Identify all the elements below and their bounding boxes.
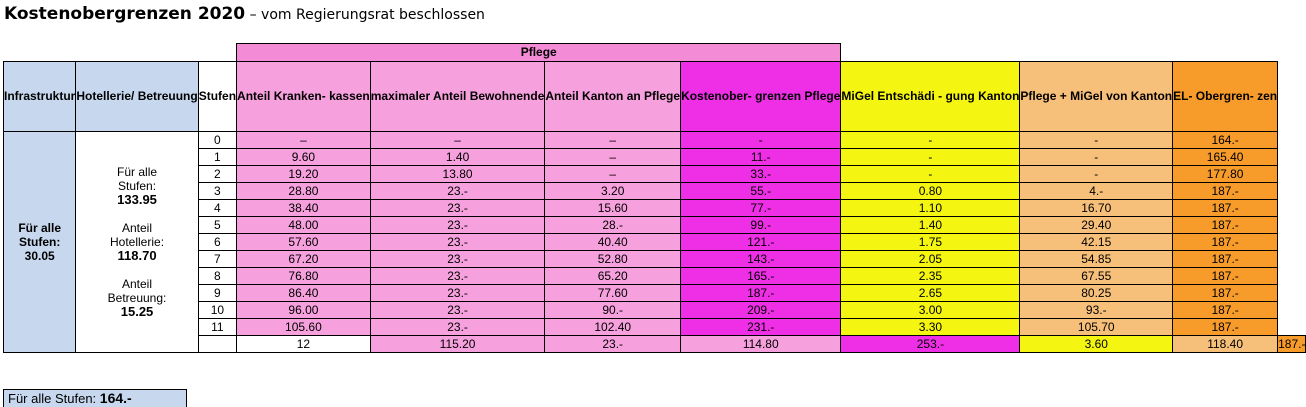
header-hotellerie: Hotellerie/ Betreuung bbox=[76, 62, 198, 132]
infrastruktur-cell bbox=[4, 132, 76, 353]
anteil-kk-cell: 115.20 bbox=[370, 336, 545, 353]
anteil-kanton-cell: 3.20 bbox=[545, 183, 681, 200]
pflege-group-header: Pflege bbox=[237, 44, 841, 62]
table-row bbox=[4, 183, 1306, 200]
header-kostenobergrenzen: Kostenober- grenzen Pflege bbox=[681, 62, 841, 132]
header-max-anteil: maximaler Anteil Bewohnende bbox=[370, 62, 545, 132]
table-row bbox=[4, 251, 1306, 268]
header-pflege-migel: Pflege + MiGel von Kanton bbox=[1020, 62, 1173, 132]
el-obergrenze-cell: 165.40 bbox=[1173, 149, 1278, 166]
migel-cell: - bbox=[841, 166, 1020, 183]
table-row bbox=[4, 234, 1306, 251]
stufe-cell: 0 bbox=[198, 132, 236, 149]
kostenobergrenze-cell: 253.- bbox=[841, 336, 1020, 353]
kostenobergrenze-cell: - bbox=[681, 132, 841, 149]
hot-hotellerie-label: Hotellerie: bbox=[110, 235, 165, 249]
hot-fuer-alle: Für alle bbox=[117, 165, 158, 179]
max-anteil-cell: 23.- bbox=[370, 268, 545, 285]
migel-cell: 2.35 bbox=[841, 268, 1020, 285]
el-obergrenze-cell: 187.- bbox=[1173, 251, 1278, 268]
pflege-migel-cell: 54.85 bbox=[1020, 251, 1173, 268]
column-header-row bbox=[4, 62, 1306, 132]
header-stufen: Stufen bbox=[198, 62, 236, 132]
infra-line1: Für alle bbox=[18, 221, 62, 235]
migel-cell: 3.00 bbox=[841, 302, 1020, 319]
kostenobergrenze-cell: 77.- bbox=[681, 200, 841, 217]
anteil-kanton-cell: 15.60 bbox=[545, 200, 681, 217]
anteil-kk-cell: 96.00 bbox=[237, 302, 371, 319]
hotellerie-filler bbox=[198, 336, 236, 353]
hot-betreuung-value: 15.25 bbox=[120, 304, 154, 319]
migel-cell: 3.30 bbox=[841, 319, 1020, 336]
table-row bbox=[4, 336, 1306, 353]
anteil-kanton-cell: 28.- bbox=[545, 217, 681, 234]
kostenobergrenze-cell: 231.- bbox=[681, 319, 841, 336]
migel-cell: 2.65 bbox=[841, 285, 1020, 302]
anteil-kanton-cell: 90.- bbox=[545, 302, 681, 319]
table-row bbox=[4, 268, 1306, 285]
anteil-kk-cell: 9.60 bbox=[237, 149, 371, 166]
hot-stufen: Stufen: bbox=[118, 179, 157, 193]
el-obergrenze-cell: 177.80 bbox=[1173, 166, 1278, 183]
pflege-migel-cell: 4.- bbox=[1020, 183, 1173, 200]
max-anteil-cell: 23.- bbox=[370, 302, 545, 319]
anteil-kk-cell: 38.40 bbox=[237, 200, 371, 217]
el-obergrenze-cell: 187.- bbox=[1173, 234, 1278, 251]
anteil-kanton-cell: – bbox=[545, 149, 681, 166]
hotellerie-cell bbox=[76, 132, 198, 353]
kostenobergrenze-cell: 143.- bbox=[681, 251, 841, 268]
migel-cell: 1.75 bbox=[841, 234, 1020, 251]
pflege-migel-cell: 16.70 bbox=[1020, 200, 1173, 217]
pflege-migel-cell: 67.55 bbox=[1020, 268, 1173, 285]
el-obergrenze-cell: 187.- bbox=[1173, 285, 1278, 302]
anteil-kanton-cell: 40.40 bbox=[545, 234, 681, 251]
anteil-kanton-cell: 77.60 bbox=[545, 285, 681, 302]
infra-line2: Stufen: bbox=[19, 235, 61, 249]
pflege-migel-cell: 42.15 bbox=[1020, 234, 1173, 251]
max-anteil-cell: 13.80 bbox=[370, 166, 545, 183]
anteil-kanton-cell: – bbox=[545, 166, 681, 183]
stufe-cell: 9 bbox=[198, 285, 236, 302]
stufe-cell: 8 bbox=[198, 268, 236, 285]
max-anteil-cell: 23.- bbox=[370, 285, 545, 302]
table-row bbox=[4, 302, 1306, 319]
table-row bbox=[4, 166, 1306, 183]
group-header-row bbox=[4, 44, 1306, 62]
pflege-migel-cell: - bbox=[1020, 132, 1173, 149]
el-obergrenze-cell: 187.- bbox=[1278, 336, 1306, 351]
anteil-kanton-cell: 102.40 bbox=[545, 319, 681, 336]
table-row bbox=[4, 149, 1306, 166]
max-anteil-cell: 23.- bbox=[370, 251, 545, 268]
anteil-kk-cell: 67.20 bbox=[237, 251, 371, 268]
anteil-kk-cell: 28.80 bbox=[237, 183, 371, 200]
stufe-cell: 3 bbox=[198, 183, 236, 200]
header-infrastruktur: Infrastruktur bbox=[4, 62, 76, 132]
kostenobergrenze-cell: 121.- bbox=[681, 234, 841, 251]
migel-cell: - bbox=[841, 132, 1020, 149]
header-migel: MiGel Entschädi - gung Kanton bbox=[841, 62, 1020, 132]
max-anteil-cell: 23.- bbox=[545, 336, 681, 353]
el-obergrenze-cell: 164.- bbox=[1173, 132, 1278, 149]
table-body bbox=[4, 132, 1306, 353]
pflege-migel-cell: 93.- bbox=[1020, 302, 1173, 319]
pflege-migel-cell: 118.40 bbox=[1173, 336, 1278, 353]
anteil-kk-cell: 86.40 bbox=[237, 285, 371, 302]
max-anteil-cell: 23.- bbox=[370, 183, 545, 200]
max-anteil-cell: – bbox=[370, 132, 545, 149]
kostenobergrenze-cell: 209.- bbox=[681, 302, 841, 319]
stufe-cell: 7 bbox=[198, 251, 236, 268]
migel-cell: 0.80 bbox=[841, 183, 1020, 200]
pflege-migel-cell: - bbox=[1020, 149, 1173, 166]
table-row bbox=[4, 132, 1306, 149]
kostenobergrenze-cell: 33.- bbox=[681, 166, 841, 183]
kostenobergrenze-cell: 187.- bbox=[681, 285, 841, 302]
kostenobergrenze-cell: 99.- bbox=[681, 217, 841, 234]
kostenobergrenze-cell: 11.- bbox=[681, 149, 841, 166]
page-title bbox=[4, 2, 485, 26]
el-obergrenze-cell: 187.- bbox=[1173, 217, 1278, 234]
anteil-kk-cell: 19.20 bbox=[237, 166, 371, 183]
pflege-migel-cell: 105.70 bbox=[1020, 319, 1173, 336]
anteil-kanton-cell: – bbox=[545, 132, 681, 149]
anteil-kk-cell: 105.60 bbox=[237, 319, 371, 336]
stufe-cell: 6 bbox=[198, 234, 236, 251]
table-row bbox=[4, 217, 1306, 234]
header-anteil-krankenkassen: Anteil Kranken- kassen bbox=[237, 62, 371, 132]
max-anteil-cell: 23.- bbox=[370, 319, 545, 336]
table-row bbox=[4, 200, 1306, 217]
migel-cell: 2.05 bbox=[841, 251, 1020, 268]
anteil-kk-cell: 57.60 bbox=[237, 234, 371, 251]
stufe-cell: 1 bbox=[198, 149, 236, 166]
hot-anteil-2: Anteil bbox=[122, 277, 153, 291]
pflege-migel-cell: 80.25 bbox=[1020, 285, 1173, 302]
table-row bbox=[4, 285, 1306, 302]
migel-cell: - bbox=[841, 149, 1020, 166]
max-anteil-cell: 23.- bbox=[370, 217, 545, 234]
max-anteil-cell: 1.40 bbox=[370, 149, 545, 166]
footer-value: 164.- bbox=[99, 390, 132, 406]
header-anteil-kanton: Anteil Kanton an Pflege bbox=[545, 62, 681, 132]
migel-cell: 1.40 bbox=[841, 217, 1020, 234]
anteil-kanton-cell: 114.80 bbox=[681, 336, 841, 353]
hot-hotellerie-value: 118.70 bbox=[117, 248, 157, 263]
table-row bbox=[4, 319, 1306, 336]
anteil-kanton-cell: 65.20 bbox=[545, 268, 681, 285]
el-obergrenze-cell: 187.- bbox=[1173, 302, 1278, 319]
footer-note bbox=[3, 389, 187, 407]
hot-anteil-1: Anteil bbox=[122, 221, 153, 235]
cost-limits-table bbox=[3, 43, 1306, 353]
title-subtitle: – vom Regierungsrat beschlossen bbox=[245, 7, 485, 23]
infra-value: 30.05 bbox=[24, 249, 55, 263]
pflege-migel-cell: - bbox=[1020, 166, 1173, 183]
el-obergrenze-cell: 187.- bbox=[1173, 200, 1278, 217]
anteil-kanton-cell: 52.80 bbox=[545, 251, 681, 268]
footer-label: Für alle Stufen: bbox=[8, 391, 100, 406]
kostenobergrenze-cell: 55.- bbox=[681, 183, 841, 200]
kostenobergrenze-cell: 165.- bbox=[681, 268, 841, 285]
el-obergrenze-cell: 187.- bbox=[1173, 183, 1278, 200]
max-anteil-cell: 23.- bbox=[370, 200, 545, 217]
anteil-kk-cell: 76.80 bbox=[237, 268, 371, 285]
migel-cell: 3.60 bbox=[1020, 336, 1173, 353]
el-obergrenze-cell: 187.- bbox=[1173, 319, 1278, 336]
stufe-cell: 12 bbox=[237, 336, 371, 353]
migel-cell: 1.10 bbox=[841, 200, 1020, 217]
header-el-obergrenzen: EL- Obergren- zen bbox=[1173, 62, 1278, 132]
pflege-migel-cell: 29.40 bbox=[1020, 217, 1173, 234]
stufe-cell: 5 bbox=[198, 217, 236, 234]
title-main: Kostenobergrenzen 2020 bbox=[4, 4, 246, 24]
stufe-cell: 10 bbox=[198, 302, 236, 319]
anteil-kk-cell: 48.00 bbox=[237, 217, 371, 234]
anteil-kk-cell: – bbox=[237, 132, 371, 149]
hot-total: 133.95 bbox=[117, 192, 157, 207]
el-obergrenze-cell: 187.- bbox=[1173, 268, 1278, 285]
max-anteil-cell: 23.- bbox=[370, 234, 545, 251]
stufe-cell: 2 bbox=[198, 166, 236, 183]
stufe-cell: 4 bbox=[198, 200, 236, 217]
stufe-cell: 11 bbox=[198, 319, 236, 336]
hot-betreuung-label: Betreuung: bbox=[107, 291, 167, 305]
